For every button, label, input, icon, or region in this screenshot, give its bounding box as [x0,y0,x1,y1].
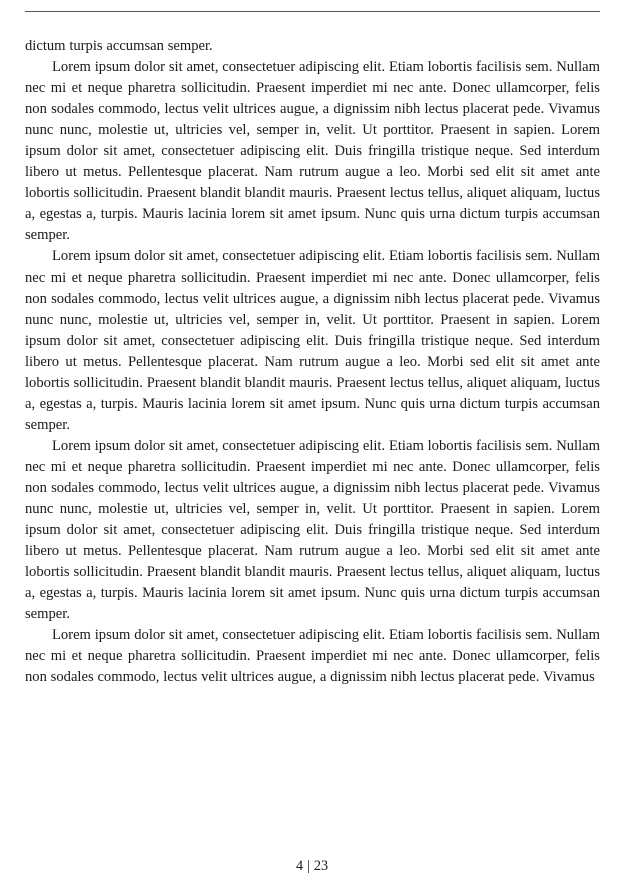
paragraph-2: Lorem ipsum dolor sit amet, consectetuer adipiscing elit. Etiam lobortis facilisis sem. Nullam nec mi et neque pharetra sollicitudin. Praesent imperdiet mi nec ante. Donec ullamcorper, felis non sodales commodo, lectus velit ultrices augue, a dignissim nibh lectus placerat pede. Vivamus nunc nunc, molestie ut, ultricies vel, semper in, velit. Ut porttitor. Praesent in sapien. Lorem ipsum dolor sit amet, consectetuer adipiscing elit. Duis fringilla tristique neque. Sed interdum libero ut metus. Pellentesque placerat. Nam rutrum augue a leo. Morbi sed elit sit amet ante lobortis sollicitudin. Praesent blandit blandit mauris. Praesent lectus tellus, aliquet aliquam, luctus a, egestas a, turpis. Mauris lacinia lorem sit amet ipsum. Nunc quis urna dictum turpis accumsan semper. [25,248,600,433]
paragraph-continuation: dictum turpis accumsan semper. [25,38,213,54]
footer-page-number: 4 [295,858,304,874]
paragraph-3: Lorem ipsum dolor sit amet, consectetuer adipiscing elit. Etiam lobortis facilisis sem. Nullam nec mi et neque pharetra sollicitudin. Praesent imperdiet mi nec ante. Donec ullamcorper, felis non sodales commodo, lectus velit ultrices augue, a dignissim nibh lectus placerat pede. Vivamus nunc nunc, molestie ut, ultricies vel, semper in, velit. Ut porttitor. Praesent in sapien. Lorem ipsum dolor sit amet, consectetuer adipiscing elit. Duis fringilla tristique neque. Sed interdum libero ut metus. Pellentesque placerat. Nam rutrum augue a leo. Morbi sed elit sit amet ante lobortis sollicitudin. Praesent blandit blandit mauris. Praesent lectus tellus, aliquet aliquam, luctus a, egestas a, turpis. Mauris lacinia lorem sit amet ipsum. Nunc quis urna dictum turpis accumsan semper. [25,437,600,623]
page-footer [0,857,624,875]
paragraph-1: Lorem ipsum dolor sit amet, consectetuer adipiscing elit. Etiam lobortis facilisis sem. Nullam nec mi et neque pharetra sollicitudin. Praesent imperdiet mi nec ante. Donec ullamcorper, felis non sodales commodo, lectus velit ultrices augue, a dignissim nibh lectus placerat pede. Vivamus nunc nunc, molestie ut, ultricies vel, semper in, velit. Ut porttitor. Praesent in sapien. Lorem ipsum dolor sit amet, consectetuer adipiscing elit. Duis fringilla tristique neque. Sed interdum libero ut metus. Pellentesque placerat. Nam rutrum augue a leo. Morbi sed elit sit amet ante lobortis sollicitudin. Praesent blandit blandit mauris. Praesent lectus tellus, aliquet aliquam, luctus a, egestas a, turpis. Mauris lacinia lorem sit amet ipsum. Nunc quis urna dictum turpis accumsan semper. [25,59,600,244]
paragraph-4-clipped: Lorem ipsum dolor sit amet, consectetuer adipiscing elit. Etiam lobortis facilisis sem. Nullam nec mi et neque pharetra sollicitudin. Praesent imperdiet mi nec ante. Donec ullamcorper, felis non sodales commodo, lectus velit ultrices augue, a dignissim nibh lectus placerat pede. Vivamus [25,627,600,686]
body-text-block [25,36,600,688]
footer-total-pages: 23 [313,858,329,874]
footer-separator: | [307,858,310,874]
header-rule-divider [25,11,600,12]
